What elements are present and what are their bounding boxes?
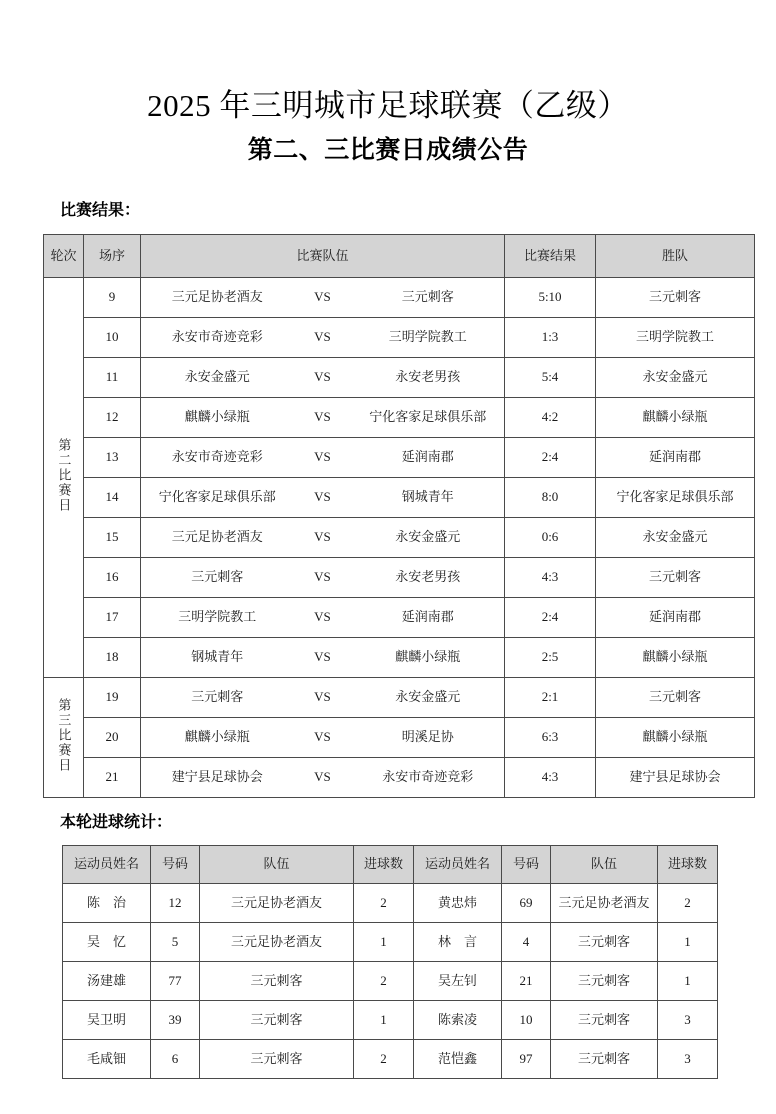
versus-label: VS	[314, 449, 331, 465]
versus-label: VS	[314, 609, 331, 625]
versus-label: VS	[314, 369, 331, 385]
away-team-name: 钢城青年	[401, 489, 454, 505]
winning-team-cell: 永安金盛元	[596, 358, 755, 398]
player-number-cell-right: 69	[502, 884, 551, 923]
player-number-cell-left: 39	[151, 1001, 200, 1040]
away-team-name: 麒麟小绿瓶	[395, 649, 461, 665]
match-teams-cell	[141, 278, 505, 318]
player-name-cell-left: 吴卫明	[63, 1001, 151, 1040]
column-header-number-left: 号码	[151, 846, 200, 884]
match-teams-cell	[141, 318, 505, 358]
match-order-cell: 16	[84, 558, 141, 598]
player-team-cell-right: 三元刺客	[551, 962, 658, 1001]
match-order-cell: 20	[84, 718, 141, 758]
goal-statistics-table	[62, 845, 718, 1079]
winning-team-cell: 麒麟小绿瓶	[596, 398, 755, 438]
home-team-name: 三元足协老酒友	[171, 289, 263, 305]
table-row	[44, 438, 755, 478]
winning-team-cell: 建宁县足球协会	[596, 758, 755, 798]
column-header-team-left: 队伍	[200, 846, 354, 884]
table-row	[63, 1001, 718, 1040]
table-row	[44, 718, 755, 758]
player-number-cell-left: 77	[151, 962, 200, 1001]
home-team-name: 永安市奇迹竞彩	[171, 329, 263, 345]
versus-label: VS	[314, 289, 331, 305]
player-team-cell-left: 三元刺客	[200, 1040, 354, 1079]
player-name-cell-right: 吴左钊	[414, 962, 502, 1001]
winning-team-cell: 三元刺客	[596, 278, 755, 318]
table-row	[44, 758, 755, 798]
player-goals-cell-right: 2	[658, 884, 718, 923]
match-order-cell: 21	[84, 758, 141, 798]
table-row	[63, 884, 718, 923]
player-goals-cell-left: 1	[354, 923, 414, 962]
home-team-name: 永安市奇迹竞彩	[171, 449, 263, 465]
player-team-cell-left: 三元刺客	[200, 1001, 354, 1040]
match-teams-cell	[141, 478, 505, 518]
match-day-label	[44, 278, 84, 678]
player-team-cell-right: 三元足协老酒友	[551, 884, 658, 923]
column-header-player-name-left: 运动员姓名	[63, 846, 151, 884]
table-row	[44, 638, 755, 678]
player-team-cell-right: 三元刺客	[551, 1001, 658, 1040]
home-team-name: 建宁县足球协会	[171, 769, 263, 785]
versus-label: VS	[314, 409, 331, 425]
match-order-cell: 18	[84, 638, 141, 678]
match-order-cell: 15	[84, 518, 141, 558]
player-goals-cell-left: 1	[354, 1001, 414, 1040]
away-team-name: 永安老男孩	[395, 369, 461, 385]
winning-team-cell: 麒麟小绿瓶	[596, 638, 755, 678]
match-score-cell: 2:4	[505, 598, 596, 638]
table-row	[44, 318, 755, 358]
player-goals-cell-left: 2	[354, 884, 414, 923]
table-row	[44, 278, 755, 318]
match-teams-cell	[141, 718, 505, 758]
player-number-cell-left: 5	[151, 923, 200, 962]
away-team-name: 永安金盛元	[395, 529, 461, 545]
winning-team-cell: 三元刺客	[596, 558, 755, 598]
player-team-cell-left: 三元足协老酒友	[200, 923, 354, 962]
column-header-result: 比赛结果	[505, 235, 596, 278]
match-teams-cell	[141, 558, 505, 598]
match-teams-cell	[141, 398, 505, 438]
away-team-name: 永安金盛元	[395, 689, 461, 705]
winning-team-cell: 延润南郡	[596, 438, 755, 478]
match-order-cell: 12	[84, 398, 141, 438]
player-name-cell-left: 吴 忆	[63, 923, 151, 962]
match-order-cell: 9	[84, 278, 141, 318]
column-header-round: 轮次	[44, 235, 84, 278]
player-name-cell-left: 陈 治	[63, 884, 151, 923]
column-header-number-right: 号码	[502, 846, 551, 884]
match-order-cell: 10	[84, 318, 141, 358]
versus-label: VS	[314, 729, 331, 745]
player-team-cell-right: 三元刺客	[551, 923, 658, 962]
page-subtitle: 第二、三比赛日成绩公告	[247, 135, 529, 164]
match-score-cell: 8:0	[505, 478, 596, 518]
match-teams-cell	[141, 518, 505, 558]
player-name-cell-right: 林 言	[414, 923, 502, 962]
winning-team-cell: 麒麟小绿瓶	[596, 718, 755, 758]
away-team-name: 三明学院教工	[388, 329, 467, 345]
player-number-cell-right: 10	[502, 1001, 551, 1040]
away-team-name: 永安市奇迹竞彩	[382, 769, 474, 785]
match-day-label	[44, 678, 84, 798]
player-name-cell-left: 汤建雄	[63, 962, 151, 1001]
table-row	[44, 558, 755, 598]
versus-label: VS	[314, 649, 331, 665]
player-number-cell-left: 12	[151, 884, 200, 923]
match-score-cell: 6:3	[505, 718, 596, 758]
player-number-cell-right: 97	[502, 1040, 551, 1079]
table-row	[44, 478, 755, 518]
versus-label: VS	[314, 329, 331, 345]
table-row	[44, 398, 755, 438]
match-score-cell: 1:3	[505, 318, 596, 358]
player-team-cell-right: 三元刺客	[551, 1040, 658, 1079]
table-row	[44, 518, 755, 558]
table-row	[63, 962, 718, 1001]
table-row	[63, 923, 718, 962]
winning-team-cell: 永安金盛元	[596, 518, 755, 558]
winning-team-cell: 三明学院教工	[596, 318, 755, 358]
match-score-cell: 0:6	[505, 518, 596, 558]
results-section-label: 比赛结果：	[60, 200, 141, 219]
home-team-name: 麒麟小绿瓶	[184, 729, 250, 745]
away-team-name: 永安老男孩	[395, 569, 461, 585]
table-row	[44, 358, 755, 398]
table-header-row	[44, 235, 755, 278]
player-goals-cell-right: 1	[658, 962, 718, 1001]
player-goals-cell-right: 3	[658, 1040, 718, 1079]
winning-team-cell: 三元刺客	[596, 678, 755, 718]
home-team-name: 宁化客家足球俱乐部	[158, 489, 276, 505]
match-score-cell: 2:5	[505, 638, 596, 678]
player-goals-cell-left: 2	[354, 1040, 414, 1079]
match-day-label-text: 第三比赛日	[56, 698, 72, 774]
match-score-cell: 2:4	[505, 438, 596, 478]
column-header-player-name-right: 运动员姓名	[414, 846, 502, 884]
player-goals-cell-right: 1	[658, 923, 718, 962]
versus-label: VS	[314, 769, 331, 785]
home-team-name: 钢城青年	[191, 649, 244, 665]
player-goals-cell-right: 3	[658, 1001, 718, 1040]
scorers-section-label: 本轮进球统计：	[60, 812, 173, 831]
player-goals-cell-left: 2	[354, 962, 414, 1001]
match-order-cell: 11	[84, 358, 141, 398]
away-team-name: 延润南郡	[401, 449, 454, 465]
player-number-cell-right: 21	[502, 962, 551, 1001]
versus-label: VS	[314, 569, 331, 585]
away-team-name: 延润南郡	[401, 609, 454, 625]
match-score-cell: 4:2	[505, 398, 596, 438]
player-number-cell-left: 6	[151, 1040, 200, 1079]
match-score-cell: 5:4	[505, 358, 596, 398]
match-score-cell: 4:3	[505, 758, 596, 798]
match-teams-cell	[141, 358, 505, 398]
home-team-name: 三元刺客	[191, 689, 244, 705]
away-team-name: 宁化客家足球俱乐部	[369, 409, 487, 425]
match-score-cell: 5:10	[505, 278, 596, 318]
column-header-order: 场序	[84, 235, 141, 278]
match-teams-cell	[141, 678, 505, 718]
home-team-name: 永安金盛元	[184, 369, 250, 385]
match-order-cell: 13	[84, 438, 141, 478]
column-header-goals-right: 进球数	[658, 846, 718, 884]
match-score-cell: 4:3	[505, 558, 596, 598]
winning-team-cell: 宁化客家足球俱乐部	[596, 478, 755, 518]
match-teams-cell	[141, 438, 505, 478]
winning-team-cell: 延润南郡	[596, 598, 755, 638]
table-row	[44, 678, 755, 718]
player-name-cell-right: 陈索凌	[414, 1001, 502, 1040]
column-header-winner: 胜队	[596, 235, 755, 278]
versus-label: VS	[314, 489, 331, 505]
match-results-table	[43, 234, 755, 798]
match-order-cell: 19	[84, 678, 141, 718]
match-order-cell: 14	[84, 478, 141, 518]
versus-label: VS	[314, 689, 331, 705]
home-team-name: 三明学院教工	[178, 609, 257, 625]
match-day-label-text: 第二比赛日	[56, 438, 72, 514]
column-header-team-right: 队伍	[551, 846, 658, 884]
away-team-name: 三元刺客	[401, 289, 454, 305]
player-name-cell-right: 范恺鑫	[414, 1040, 502, 1079]
versus-label: VS	[314, 529, 331, 545]
table-row	[44, 598, 755, 638]
player-name-cell-right: 黄忠炜	[414, 884, 502, 923]
home-team-name: 麒麟小绿瓶	[184, 409, 250, 425]
match-teams-cell	[141, 598, 505, 638]
match-score-cell: 2:1	[505, 678, 596, 718]
column-header-goals-left: 进球数	[354, 846, 414, 884]
player-team-cell-left: 三元刺客	[200, 962, 354, 1001]
player-number-cell-right: 4	[502, 923, 551, 962]
match-teams-cell	[141, 758, 505, 798]
home-team-name: 三元刺客	[191, 569, 244, 585]
table-header-row	[63, 846, 718, 884]
player-team-cell-left: 三元足协老酒友	[200, 884, 354, 923]
match-order-cell: 17	[84, 598, 141, 638]
away-team-name: 明溪足协	[401, 729, 454, 745]
table-row	[63, 1040, 718, 1079]
player-name-cell-left: 毛咸钿	[63, 1040, 151, 1079]
page-title: 2025 年三明城市足球联赛（乙级）	[147, 88, 629, 123]
column-header-teams: 比赛队伍	[141, 235, 505, 278]
home-team-name: 三元足协老酒友	[171, 529, 263, 545]
match-teams-cell	[141, 638, 505, 678]
